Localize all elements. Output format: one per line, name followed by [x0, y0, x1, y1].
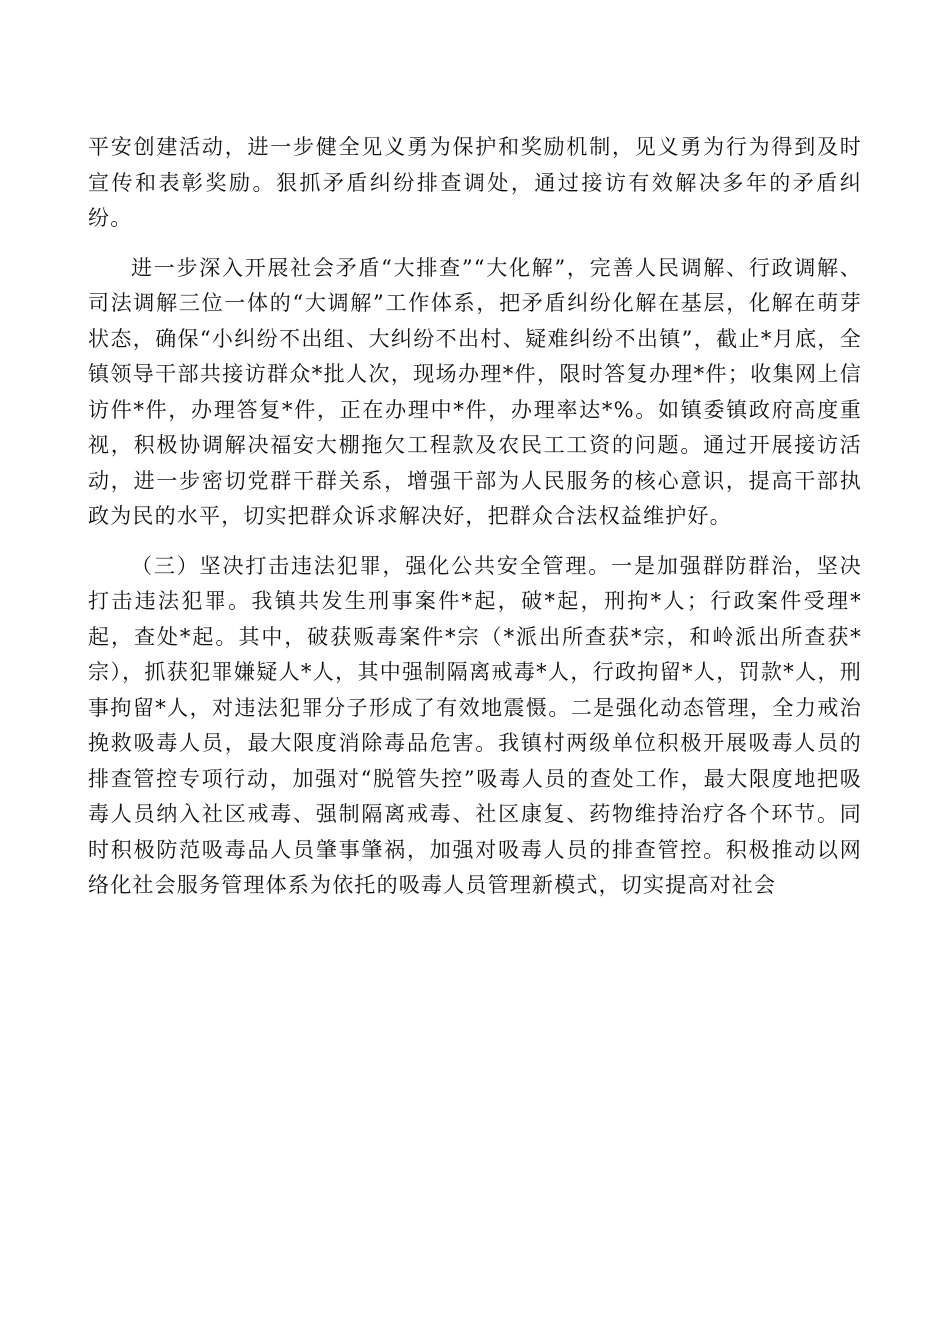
paragraph-continuation: 平安创建活动，进一步健全见义勇为保护和奖励机制，见义勇为行为得到及时宣传和表彰奖励。狠抓矛盾纠纷排查调处，通过接访有效解决多年的矛盾纠纷。 [88, 135, 862, 230]
paragraph-dispute-resolution: 进一步深入开展社会矛盾“大排查”“大化解”，完善人民调解、行政调解、司法调解三位一体的“大调解”工作体系，把矛盾纠纷化解在基层，化解在萌芽状态，确保“小纠纷不出组、大纠纷不出村、疑难纠纷不出镇”，截止*月底，全镇领导干部共接访群众*批人次，现场办理*件，限时答复办理*件；收集网上信访件*件，办理答复*件，正在办理中*件，办理率达*%。如镇委镇政府高度重视，积极协调解决福安大棚拖欠工程款及农民工工资的问题。通过开展接访活动，进一步密切党群干群关系，增强干部为人民服务的核心意识，提高干部执政为民的水平，切实把群众诉求解决好，把群众合法权益维护好。 [88, 255, 862, 528]
document-page [88, 130, 862, 904]
paragraph-section-three: （三）坚决打击违法犯罪，强化公共安全管理。一是加强群防群治，坚决打击违法犯罪。我镇共发生刑事案件*起，破*起，刑拘*人；行政案件受理*起，查处*起。其中，破获贩毒案件*宗（*派出所查获*宗，和岭派出所查获*宗），抓获犯罪嫌疑人*人，其中强制隔离戒毒*人，行政拘留*人，罚款*人，刑事拘留*人，对违法犯罪分子形成了有效地震慑。二是强化动态管理，全力戒治挽救吸毒人员，最大限度消除毒品危害。我镇村两级单位积极开展吸毒人员的排查管控专项行动，加强对“脱管失控”吸毒人员的查处工作，最大限度地把吸毒人员纳入社区戒毒、强制隔离戒毒、社区康复、药物维持治疗各个环节。同时积极防范吸毒品人员肇事肇祸，加强对吸毒人员的排查管控。积极推动以网络化社会服务管理体系为依托的吸毒人员管理新模式，切实提高对社会 [88, 553, 862, 897]
